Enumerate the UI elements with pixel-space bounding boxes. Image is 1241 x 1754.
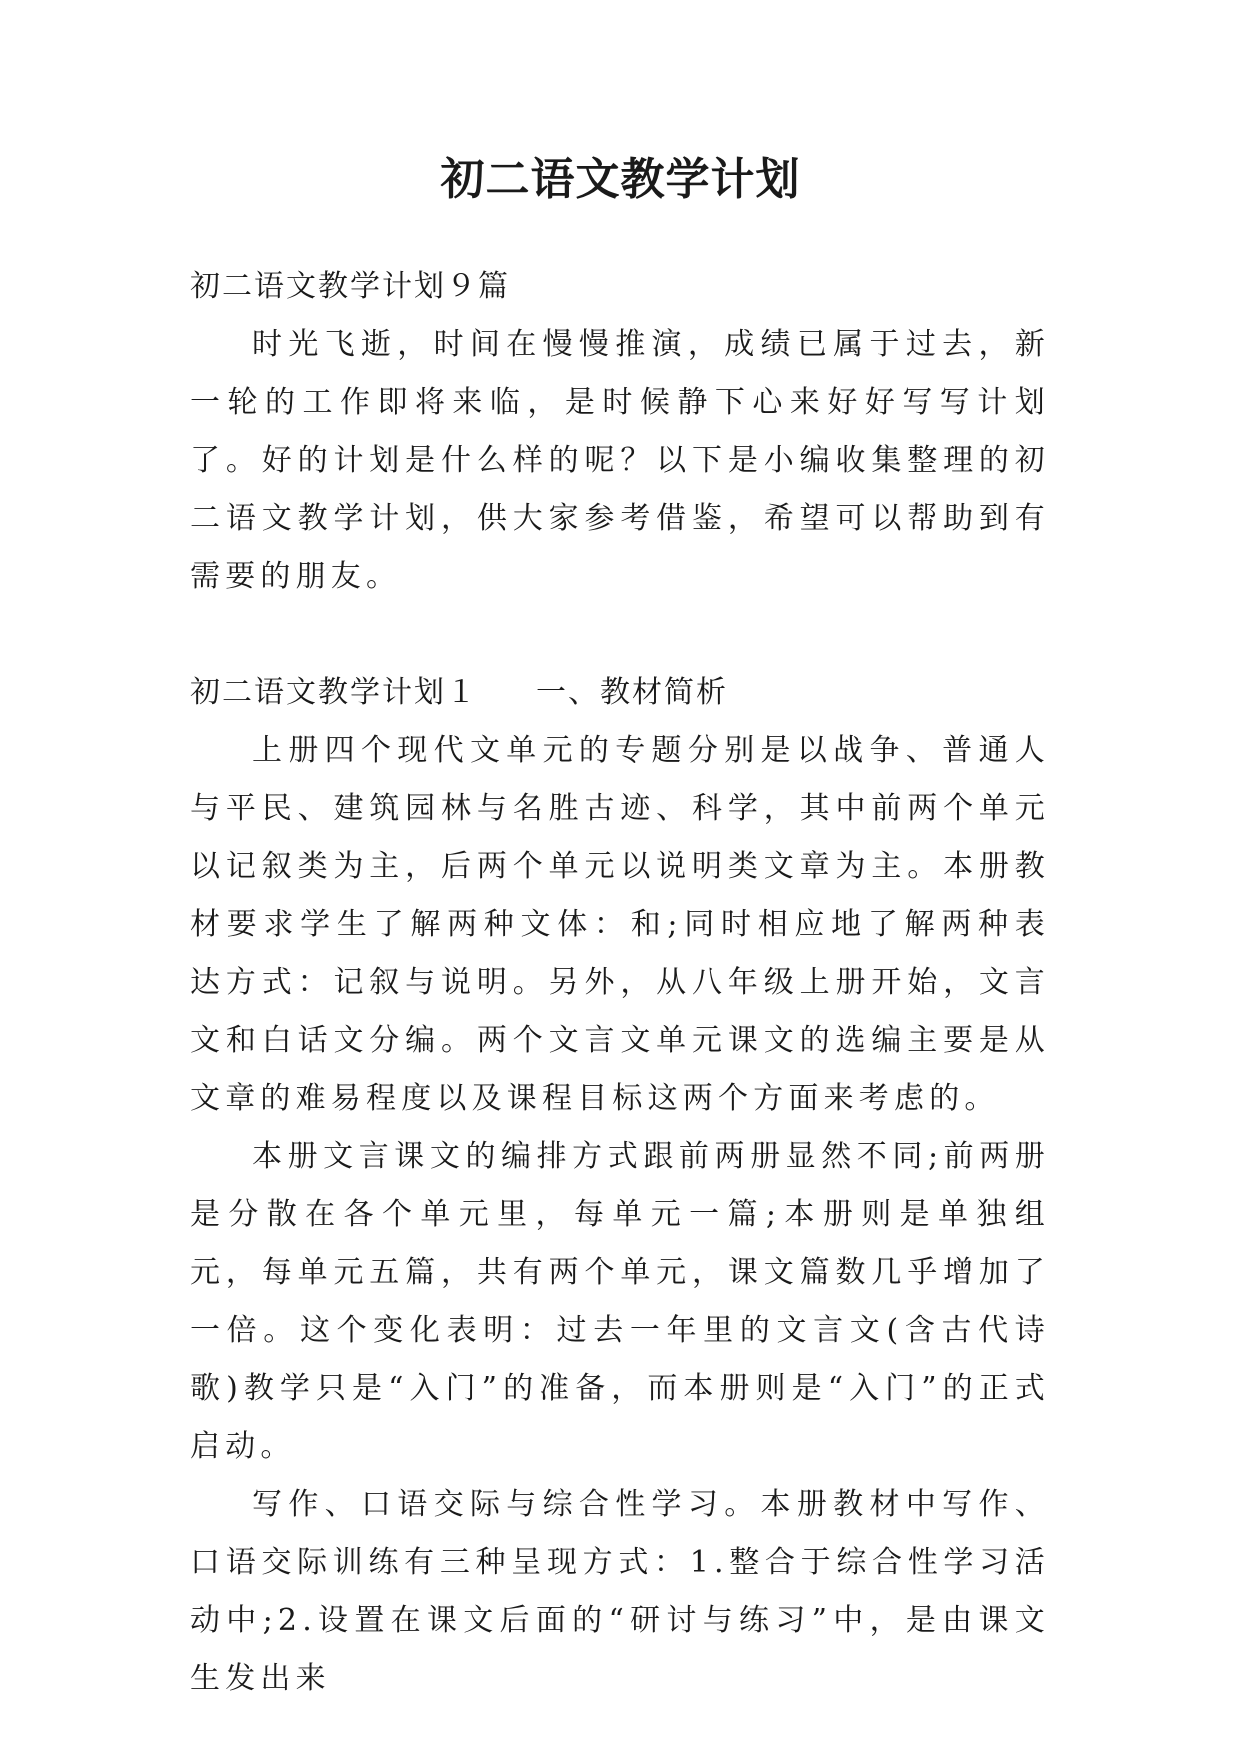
document-title: 初二语文教学计划 bbox=[440, 154, 801, 205]
document-subtitle: 初二语文教学计划９篇 bbox=[190, 269, 510, 304]
section-subheading: 一、教材简析 bbox=[536, 675, 728, 710]
paragraph-gap bbox=[190, 606, 1050, 664]
section-label: 初二语文教学计划１ bbox=[190, 675, 478, 710]
body-paragraph: 写作、口语交际与综合性学习。本册教材中写作、口语交际训练有三种呈现方式：1.整合于综合性学习活动中;2.设置在课文后面的“研讨与练习”中，是由课文生发出来 bbox=[190, 1487, 1050, 1696]
body-paragraph: 本册文言课文的编排方式跟前两册显然不同;前两册是分散在各个单元里，每单元一篇;本册则是单独组元，每单元五篇，共有两个单元，课文篇数几乎增加了一倍。这个变化表明：过去一年里的文言文(含古代诗歌)教学只是“入门”的准备，而本册则是“入门”的正式启动。 bbox=[190, 1139, 1050, 1464]
intro-paragraph: 时光飞逝，时间在慢慢推演，成绩已属于过去，新一轮的工作即将来临，是时候静下心来好好写写计划了。好的计划是什么样的呢？以下是小编收集整理的初二语文教学计划，供大家参考借鉴，希望可以帮助到有需要的朋友。 bbox=[190, 327, 1050, 594]
section-heading bbox=[190, 664, 1050, 722]
body-paragraph: 上册四个现代文单元的专题分别是以战争、普通人与平民、建筑园林与名胜古迹、科学，其中前两个单元以记叙类为主，后两个单元以说明类文章为主。本册教材要求学生了解两种文体：和;同时相应地了解两种表达方式：记叙与说明。另外，从八年级上册开始，文言文和白话文分编。两个文言文单元课文的选编主要是从文章的难易程度以及课程目标这两个方面来考虑的。 bbox=[190, 733, 1050, 1116]
document-body bbox=[190, 258, 1050, 1708]
